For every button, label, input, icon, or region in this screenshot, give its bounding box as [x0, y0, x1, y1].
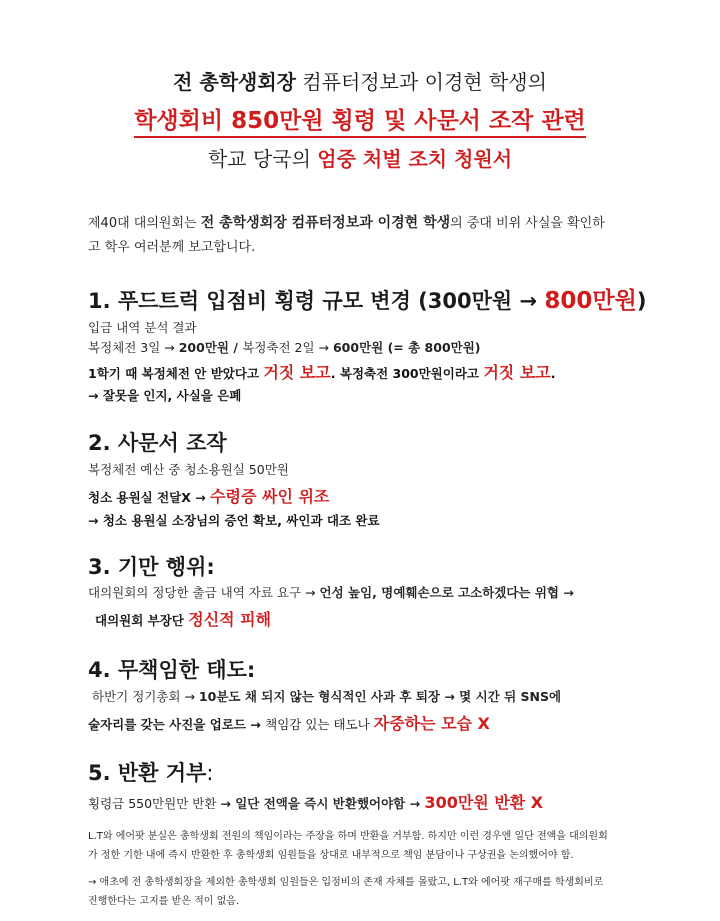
section-3-line-1 [88, 583, 574, 601]
s4-l2-a: 술자리를 갖는 사진을 업로드 → [88, 717, 266, 732]
section-1-heading-paren: ) [636, 289, 647, 313]
section-3-heading: 3. 기만 행위: [88, 555, 215, 579]
section-1-line-4: → 잘못을 인지, 사실을 은폐 [88, 388, 242, 403]
section-1-line-2 [88, 338, 481, 356]
s4-l1-b: 10분도 채 되지 않는 형식적인 사과 후 퇴장 → 몇 시간 뒤 SNS에 [198, 689, 562, 704]
s4-no-restraint: 자중하는 모습 X [373, 714, 490, 733]
section-4-line-1 [92, 687, 561, 705]
section-5-note-2-line-2: 진행한다는 고지를 받은 적이 없음. [88, 896, 240, 907]
s1-l3-e: . [550, 366, 556, 381]
intro-text: 제40대 대의원회는 [88, 216, 201, 231]
s1-l2-d: 600만원 (= 총 800만원) [332, 340, 481, 355]
section-2-heading: 2. 사문서 조작 [88, 431, 227, 455]
section-1-heading-text: 1. 푸드트럭 입점비 횡령 규모 변경 (300만원 → [88, 289, 545, 313]
section-5-heading-colon: : [206, 761, 214, 785]
section-4-line-2 [88, 711, 490, 734]
section-5-line-1 [88, 790, 543, 813]
s1-l2-c: 복정축전 2일 → [242, 340, 333, 355]
title-line-1-rest: 컴퓨터정보과 이경현 학생의 [295, 70, 547, 94]
title-line-2 [0, 102, 720, 138]
s5-l1-a: 횡령금 550만원만 반환 [88, 796, 221, 811]
s3-l1-b: 언성 높임, 명예훼손으로 고소하겠다는 위협 → [319, 585, 574, 600]
section-1-heading [88, 282, 646, 315]
s1-l3-a: 1학기 때 복정체전 안 받았다고 [88, 366, 264, 381]
s4-l1-a: 하반기 정기총회 → [92, 689, 199, 704]
s1-l2-b: 200만원 / [178, 340, 243, 355]
intro-line-1 [88, 212, 605, 232]
s5-l1-b: → 일단 전액을 즉시 반환했어야함 → [220, 796, 425, 811]
section-5-note-1-line-2: 가 정한 기한 내에 즉시 반환한 후 총학생회 임원들을 상대로 내부적으로 책임 분담이나 구상권을 논의했어야 함. [88, 850, 574, 861]
section-2-line-1: 복정체전 예산 중 청소용원실 50만원 [88, 462, 289, 477]
title-line-3-prefix: 학교 당국의 [207, 147, 318, 171]
section-3-line-2 [95, 607, 271, 630]
section-2-line-3: → 청소 용원실 소장님의 증언 확보, 싸인과 대조 완료 [88, 513, 380, 528]
s1-l3-false-report-2: 거짓 보고 [483, 363, 551, 382]
s4-l2-b: 책임감 있는 태도나 [265, 717, 374, 732]
section-1-line-1: 입금 내역 분석 결과 [88, 320, 197, 335]
s2-l2-a: 청소 용원실 전달X → [88, 490, 211, 505]
s1-l3-false-report-1: 거짓 보고 [263, 363, 331, 382]
s3-mental-harm: 정신적 피해 [188, 610, 272, 629]
section-5-note-2-line-1: → 애초에 전 총학생회장을 제외한 총학생회 임원들은 입점비의 존재 자체를 몰랐고, L.T와 에어팟 재구매를 학생회비로 [88, 877, 604, 888]
s5-not-returned: 300만원 반환 X [424, 793, 544, 812]
s3-l1-a: 대의원회의 정당한 출금 내역 자료 요구 → [88, 585, 320, 600]
section-5-heading-text: 5. 반환 거부 [88, 761, 207, 785]
section-1-heading-amount: 800만원 [544, 288, 637, 314]
section-1-line-3 [88, 360, 556, 383]
s2-forged-signature: 수령증 싸인 위조 [210, 487, 330, 506]
section-5-note-1-line-1: L.T와 에어팟 분실은 총학생회 전원의 책임이라는 주장을 하며 반환을 거부함. 하지만 이런 경우엔 일단 전액을 대의원회 [88, 831, 608, 842]
section-5-heading [88, 757, 213, 787]
section-4-heading: 4. 무책임한 태도: [88, 658, 256, 682]
section-2-line-2 [88, 484, 329, 507]
intro-text-2: 의 중대 비위 사실을 확인하 [450, 216, 605, 231]
title-line-3 [0, 143, 720, 172]
title-line-1 [0, 66, 720, 95]
s1-l3-c: . 복정축전 300만원이라고 [330, 366, 484, 381]
title-line-3-emphasis: 엄중 처벌 조치 청원서 [317, 147, 513, 171]
intro-line-2: 고 학우 여러분께 보고합니다. [88, 240, 256, 255]
title-line-1-bold: 전 총학생회장 [173, 70, 296, 94]
intro-subject: 전 총학생회장 컴퓨터정보과 이경현 학생 [200, 215, 451, 231]
s3-l2-a: 대의원회 부장단 [95, 613, 189, 628]
title-main-headline: 학생회비 850만원 횡령 및 사문서 조작 관련 [134, 102, 586, 138]
s1-l2-a: 복정체전 3일 → [88, 340, 179, 355]
